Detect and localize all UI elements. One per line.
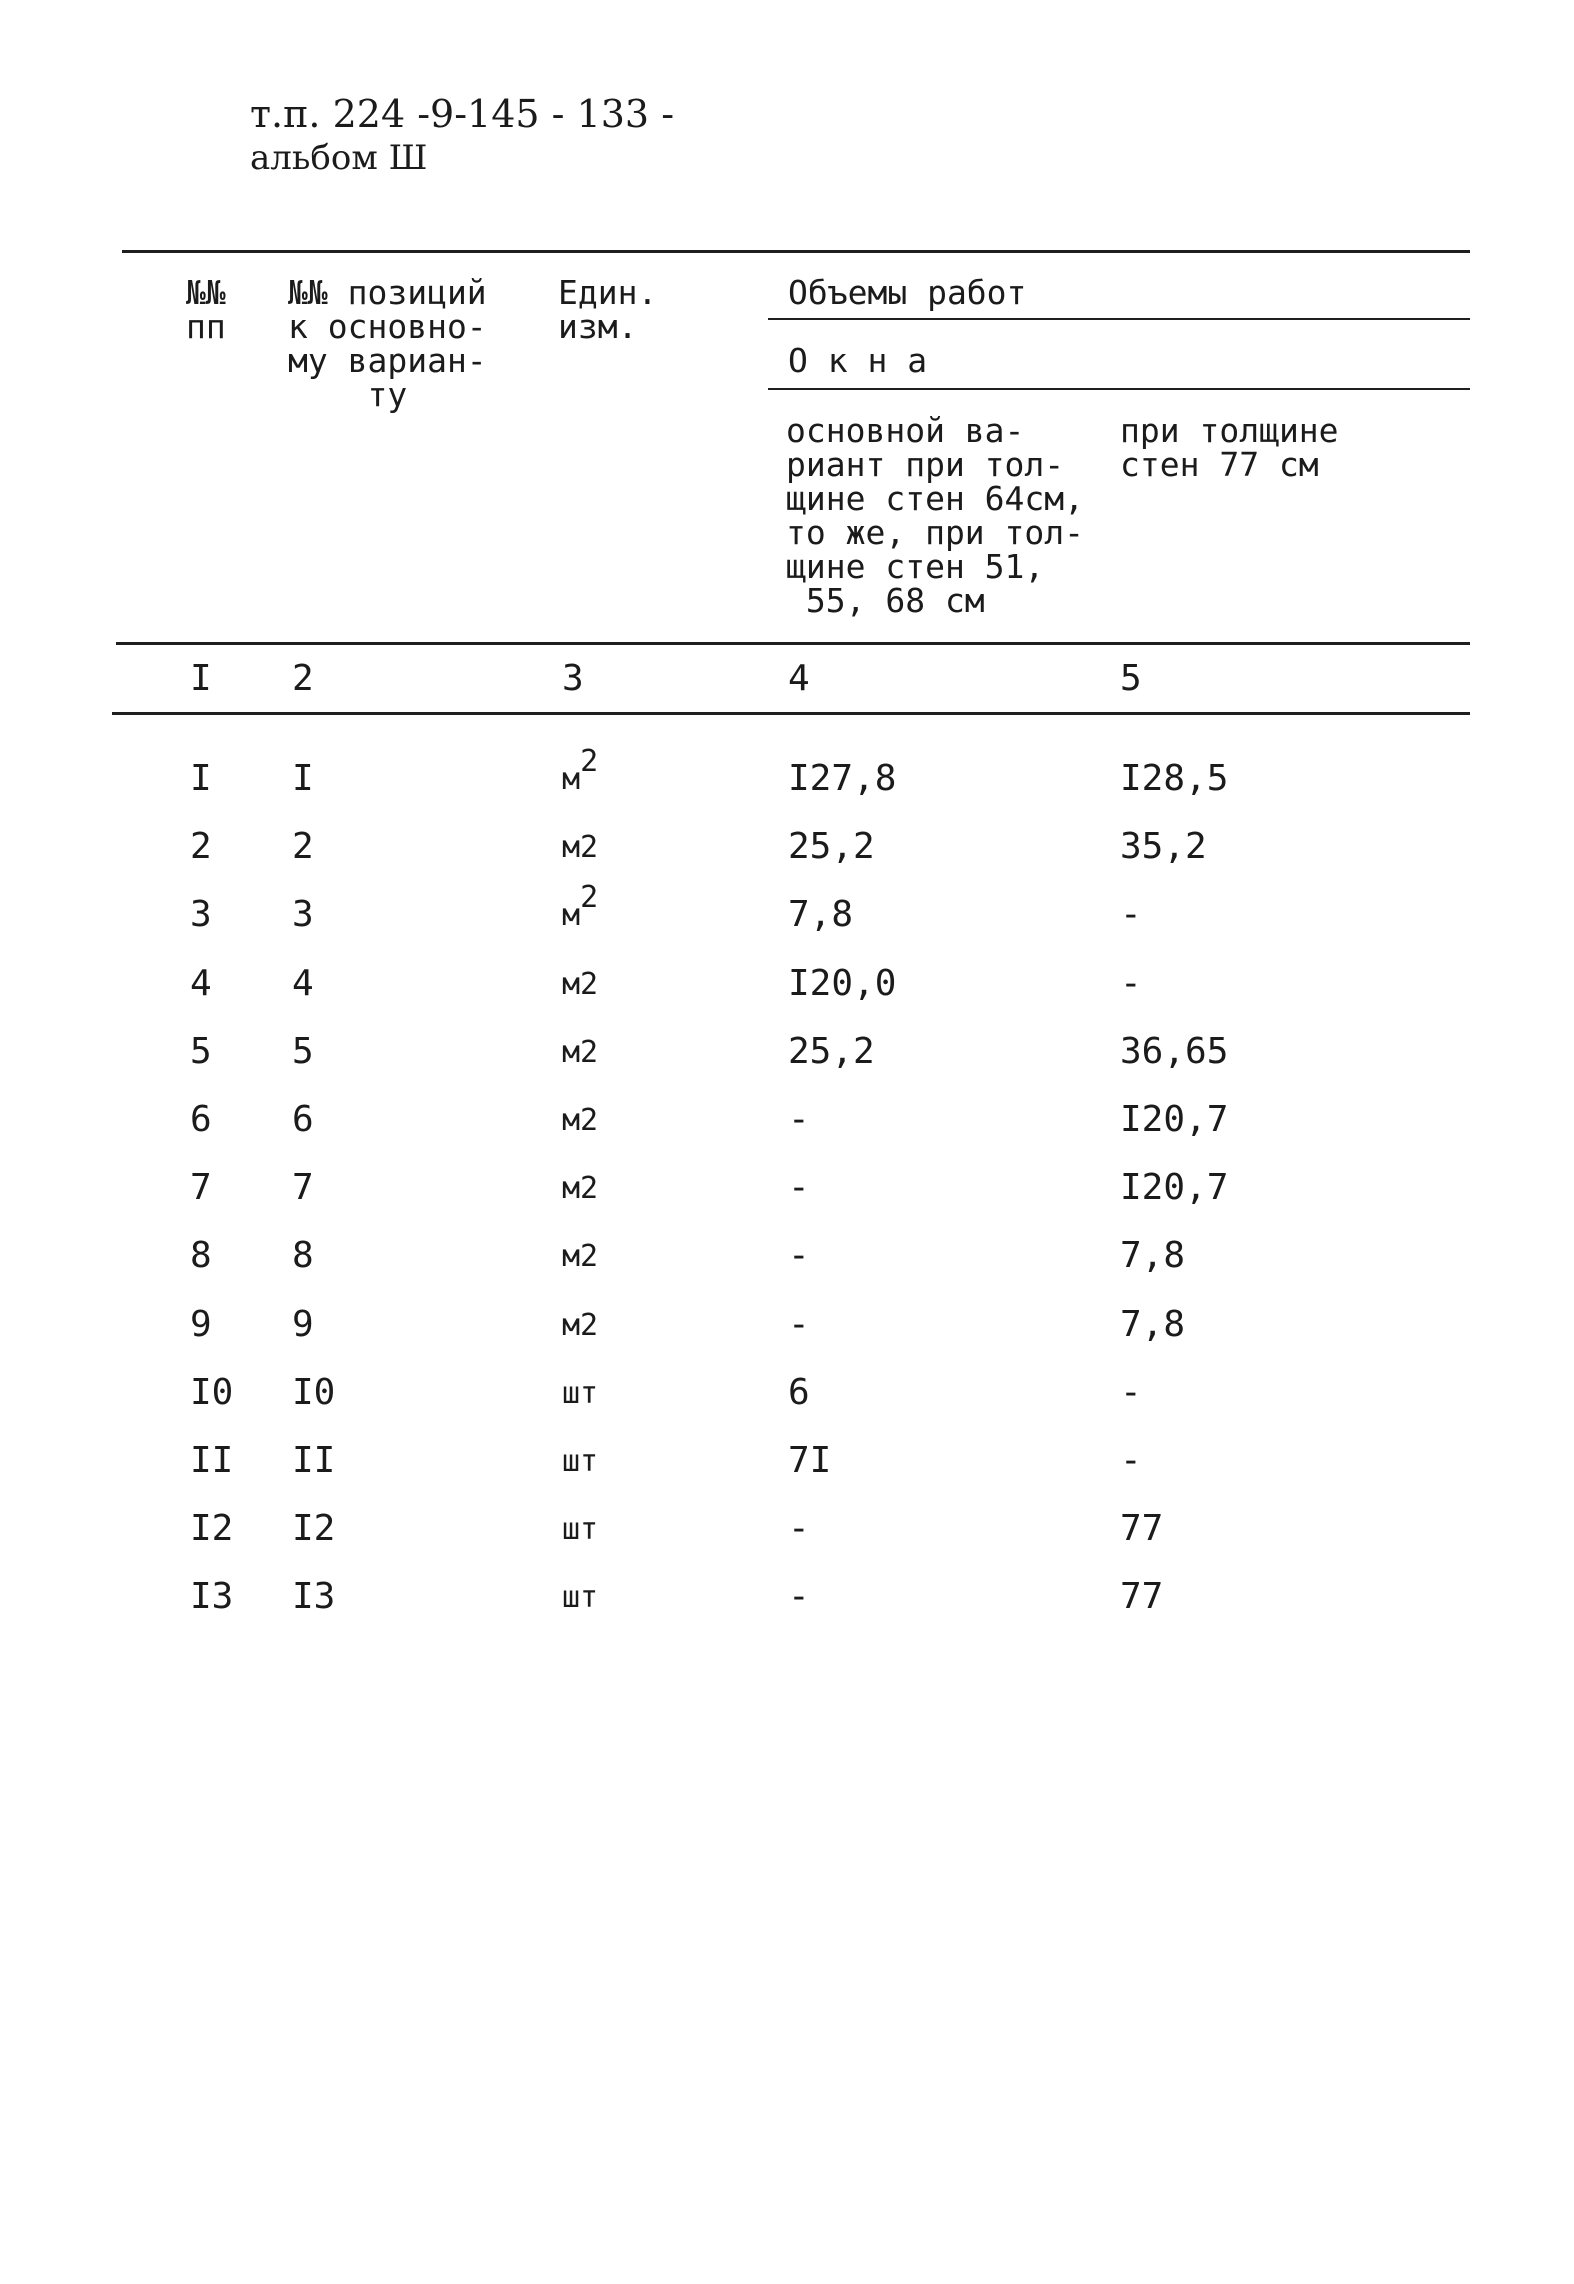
row-unit: шт [562, 1444, 599, 1479]
row-position: 6 [292, 1099, 314, 1140]
row-number: I2 [190, 1508, 234, 1549]
row-number: 6 [190, 1099, 212, 1140]
row-value-77cm: - [1120, 894, 1142, 935]
row-value-basic: 6 [788, 1372, 810, 1413]
row-value-77cm: - [1120, 963, 1142, 1004]
row-value-77cm: - [1120, 1440, 1142, 1481]
column-number: 3 [562, 658, 584, 699]
column-number: I [190, 658, 212, 699]
top-rule [122, 250, 1470, 253]
col-77cm-header: при толщине стен 77 см [1120, 411, 1339, 484]
row-value-basic: 7,8 [788, 894, 854, 935]
col-unit-header: Един. изм. [558, 273, 658, 346]
numbers-bottom-rule [112, 712, 1470, 715]
row-value-basic: - [788, 1099, 810, 1140]
row-position: I [292, 758, 314, 799]
subgroup-header: О к н а [788, 341, 928, 380]
row-unit: м2 [562, 1171, 599, 1206]
row-value-77cm: I20,7 [1120, 1167, 1229, 1208]
row-value-77cm: 7,8 [1120, 1304, 1186, 1345]
row-value-basic: 7I [788, 1440, 832, 1481]
row-position: 2 [292, 826, 314, 867]
row-value-77cm: 77 [1120, 1576, 1164, 1617]
row-value-77cm: - [1120, 1372, 1142, 1413]
row-unit: шт [562, 1512, 599, 1547]
row-unit: м2 [562, 967, 599, 1002]
row-value-77cm: I20,7 [1120, 1099, 1229, 1140]
group-rule [768, 318, 1470, 320]
row-unit: м2 [562, 1239, 599, 1274]
row-number: 4 [190, 963, 212, 1004]
row-unit: шт [562, 1580, 599, 1615]
document-code: т.п. 224 -9-145 - 133 - [250, 92, 675, 136]
col-number-header: №№ пп [186, 273, 226, 346]
row-number: 7 [190, 1167, 212, 1208]
row-value-77cm: I28,5 [1120, 758, 1229, 799]
row-position: 7 [292, 1167, 314, 1208]
row-unit: м2 [562, 880, 599, 933]
column-number: 2 [292, 658, 314, 699]
row-value-77cm: 36,65 [1120, 1031, 1229, 1072]
column-number: 5 [1120, 658, 1142, 699]
row-value-basic: - [788, 1167, 810, 1208]
row-value-basic: - [788, 1508, 810, 1549]
row-number: I [190, 758, 212, 799]
row-position: 3 [292, 894, 314, 935]
unit-superscript: 2 [580, 880, 599, 915]
row-position: II [292, 1440, 336, 1481]
row-unit: м2 [562, 744, 599, 797]
subgroup-rule [768, 388, 1470, 390]
row-value-basic: - [788, 1235, 810, 1276]
column-number: 4 [788, 658, 810, 699]
unit-superscript: 2 [580, 744, 599, 779]
row-position: 8 [292, 1235, 314, 1276]
row-number: 3 [190, 894, 212, 935]
row-unit: м2 [562, 1308, 599, 1343]
row-position: I2 [292, 1508, 336, 1549]
row-value-basic: I27,8 [788, 758, 897, 799]
row-value-77cm: 7,8 [1120, 1235, 1186, 1276]
row-position: I0 [292, 1372, 336, 1413]
row-value-basic: I20,0 [788, 963, 897, 1004]
album-label: альбом Ш [250, 138, 428, 178]
col-position-header: №№ позиций к основно- му вариан- ту [288, 273, 487, 414]
row-value-basic: 25,2 [788, 826, 875, 867]
row-unit: шт [562, 1376, 599, 1411]
row-position: 9 [292, 1304, 314, 1345]
row-position: I3 [292, 1576, 336, 1617]
row-number: 2 [190, 826, 212, 867]
row-number: I3 [190, 1576, 234, 1617]
row-unit: м2 [562, 1103, 599, 1138]
row-unit: м2 [562, 1035, 599, 1070]
row-number: 8 [190, 1235, 212, 1276]
header-bottom-rule [116, 642, 1470, 645]
row-unit: м2 [562, 830, 599, 865]
row-number: II [190, 1440, 234, 1481]
row-value-77cm: 77 [1120, 1508, 1164, 1549]
col-basic-variant-header: основной ва- риант при тол- щине стен 64см, то же, при тол- щине стен 51, 55, 68 см [786, 411, 1085, 620]
row-number: 5 [190, 1031, 212, 1072]
row-number: I0 [190, 1372, 234, 1413]
row-number: 9 [190, 1304, 212, 1345]
row-position: 4 [292, 963, 314, 1004]
row-position: 5 [292, 1031, 314, 1072]
row-value-basic: - [788, 1304, 810, 1345]
row-value-basic: 25,2 [788, 1031, 875, 1072]
row-value-basic: - [788, 1576, 810, 1617]
group-header: Объемы работ [788, 273, 1027, 312]
row-value-77cm: 35,2 [1120, 826, 1207, 867]
